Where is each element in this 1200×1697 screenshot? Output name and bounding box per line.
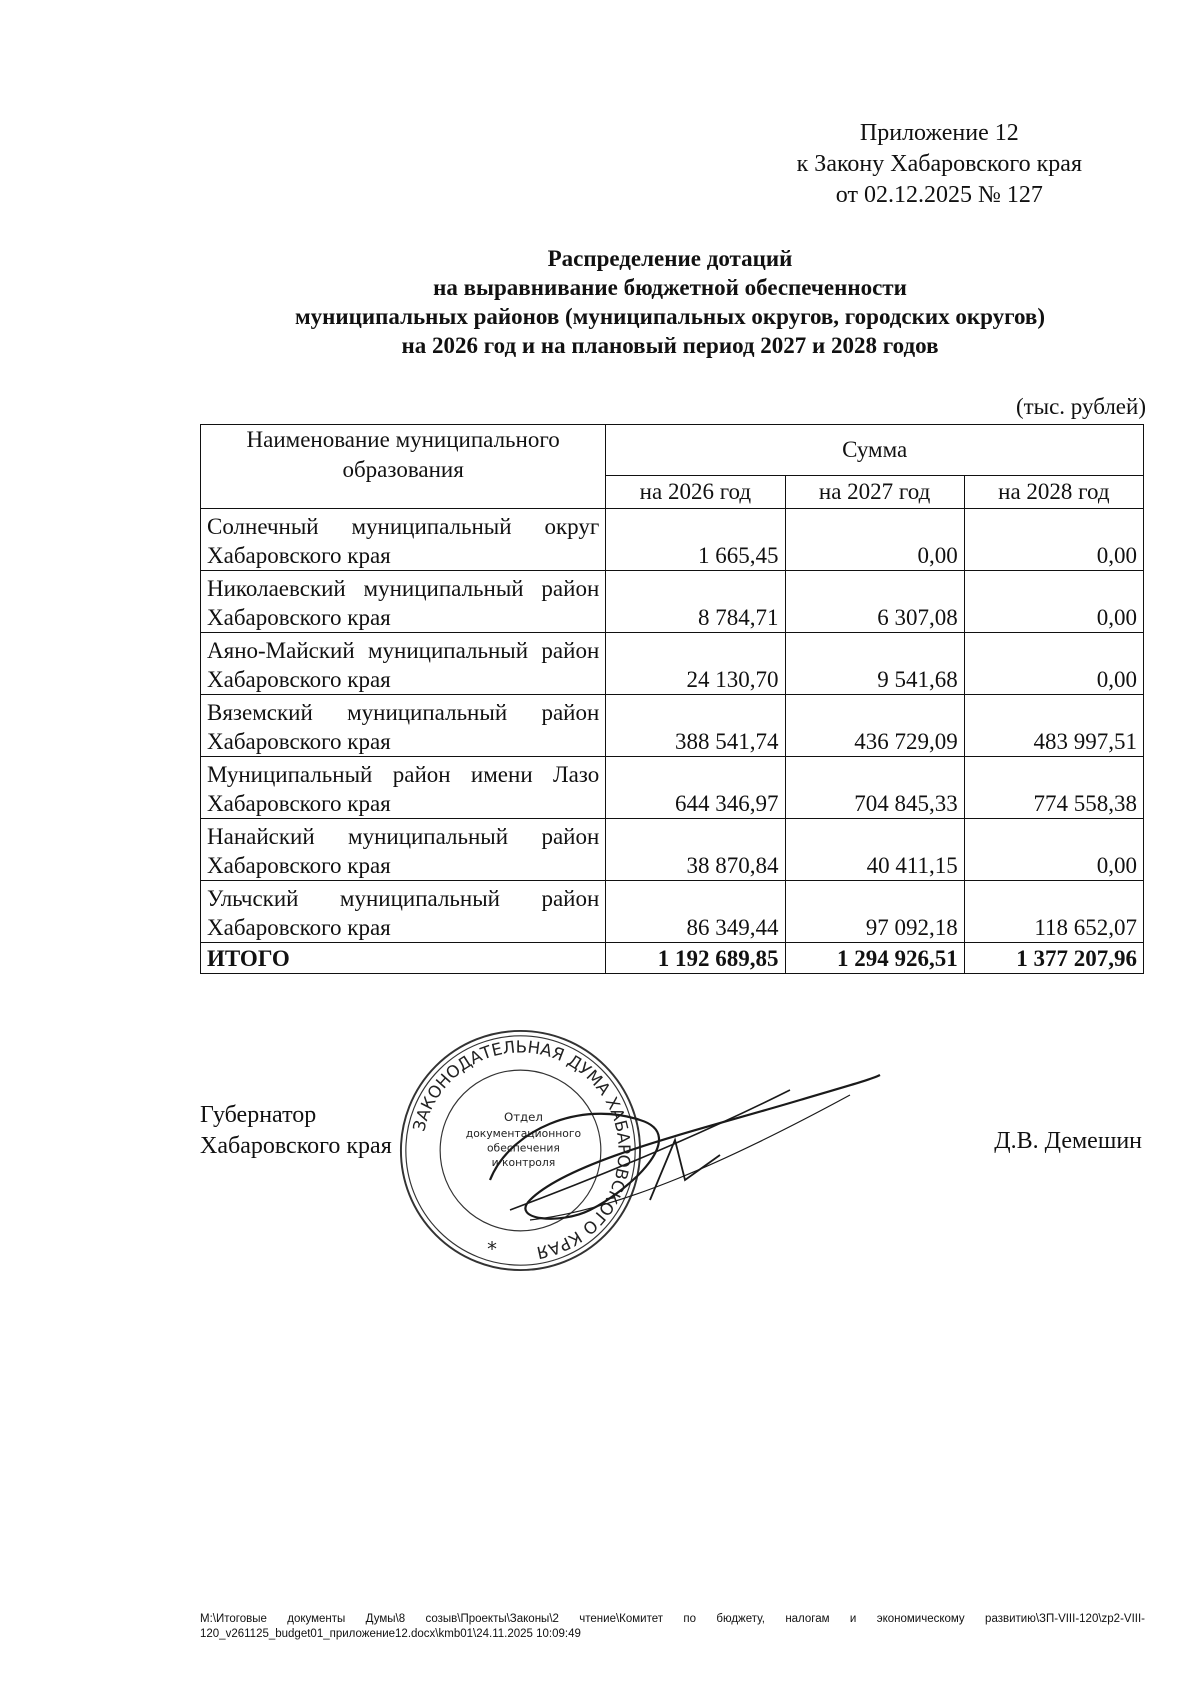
amount-2027: 40 411,15: [785, 819, 964, 881]
amount-2026: 1 665,45: [606, 509, 785, 571]
total-label: ИТОГО: [201, 943, 606, 974]
title-line-1: Распределение дотаций: [547, 246, 793, 271]
municipality-name: Николаевский муниципальный район Хабаровского края: [201, 571, 606, 633]
title-line-3: муниципальных районов (муниципальных округов, городских округов): [294, 304, 1046, 329]
sum-column-header: Сумма: [606, 425, 1144, 476]
appendix-law: к Закону Хабаровского края: [796, 151, 1082, 177]
year-header-2026: на 2026 год: [606, 476, 785, 509]
appendix-date: от 02.12.2025 № 127: [835, 182, 1043, 208]
title-line-2: на выравнивание бюджетной обеспеченности: [433, 275, 907, 300]
title-line-4: на 2026 год и на плановый период 2027 и 2028 годов: [401, 333, 939, 358]
amount-2027: 436 729,09: [785, 695, 964, 757]
municipality-name: Ульчский муниципальный район Хабаровского края: [201, 881, 606, 943]
signer-position: [200, 1100, 392, 1162]
amount-2026: 644 346,97: [606, 757, 785, 819]
amount-2026: 24 130,70: [606, 633, 785, 695]
appendix-header: [797, 118, 1082, 211]
amount-2028: 774 558,38: [964, 757, 1143, 819]
total-2026: 1 192 689,85: [606, 943, 785, 974]
municipality-name: Нанайский муниципальный район Хабаровского края: [201, 819, 606, 881]
seal-center-line-1: Отдел: [503, 1110, 543, 1125]
amount-2026: 86 349,44: [606, 881, 785, 943]
name-column-header: Наименование муниципального образования: [201, 425, 606, 509]
total-row: [201, 943, 1144, 974]
amount-2026: 8 784,71: [606, 571, 785, 633]
table-row: [201, 633, 1144, 695]
municipality-name: Муниципальный район имени Лазо Хабаровского края: [201, 757, 606, 819]
amount-2026: 388 541,74: [606, 695, 785, 757]
amount-2028: 118 652,07: [964, 881, 1143, 943]
amount-2028: 0,00: [964, 819, 1143, 881]
amount-2027: 97 092,18: [785, 881, 964, 943]
year-header-2028: на 2028 год: [964, 476, 1143, 509]
handwritten-signature: [470, 1060, 890, 1230]
signer-position-line-2: Хабаровского края: [200, 1133, 392, 1159]
seal-center-line-3: обеспечения: [486, 1141, 560, 1155]
seal-center-line-2: документационного: [465, 1126, 582, 1140]
amount-2027: 0,00: [785, 509, 964, 571]
table-row: [201, 571, 1144, 633]
table-row: [201, 819, 1144, 881]
municipality-name: Вяземский муниципальный район Хабаровского края: [201, 695, 606, 757]
table-row: [201, 509, 1144, 571]
total-2028: 1 377 207,96: [964, 943, 1143, 974]
signer-position-line-1: Губернатор: [200, 1102, 317, 1128]
table-row: [201, 695, 1144, 757]
municipality-name: Аяно-Майский муниципальный район Хабаровского края: [201, 633, 606, 695]
file-path-footer: M:\Итоговые документы Думы\8 созыв\Проекты\Законы\2 чтение\Комитет по бюджету, налогам и экономическому развитию\ЗП-VIII-120\zp2-VIII-120_v261125_budget01_приложение12.docx\kmb01\24.11.2025 10:09:49: [200, 1613, 1145, 1640]
year-header-2027: на 2027 год: [785, 476, 964, 509]
amount-2028: 483 997,51: [964, 695, 1143, 757]
amount-2028: 0,00: [964, 571, 1143, 633]
amount-2027: 9 541,68: [785, 633, 964, 695]
appendix-number: Приложение 12: [859, 120, 1019, 146]
document-title: [200, 244, 1140, 360]
seal-ring-text: ЗАКОНОДАТЕЛЬНАЯ ДУМА ХАБАРОВСКОГО КРАЯ: [409, 1037, 634, 1263]
amount-2028: 0,00: [964, 633, 1143, 695]
municipality-name: Солнечный муниципальный округ Хабаровского края: [201, 509, 606, 571]
budget-table: [200, 424, 1144, 974]
total-2027: 1 294 926,51: [785, 943, 964, 974]
seal-center-line-4: и контроля: [491, 1156, 556, 1170]
table-row: [201, 881, 1144, 943]
units-label: (тыс. рублей): [1015, 394, 1146, 419]
table-row: [201, 757, 1144, 819]
amount-2028: 0,00: [964, 509, 1143, 571]
amount-2026: 38 870,84: [606, 819, 785, 881]
signer-name: Д.В. Демешин: [994, 1128, 1142, 1154]
seal-star: *: [487, 1237, 497, 1261]
amount-2027: 704 845,33: [785, 757, 964, 819]
amount-2027: 6 307,08: [785, 571, 964, 633]
